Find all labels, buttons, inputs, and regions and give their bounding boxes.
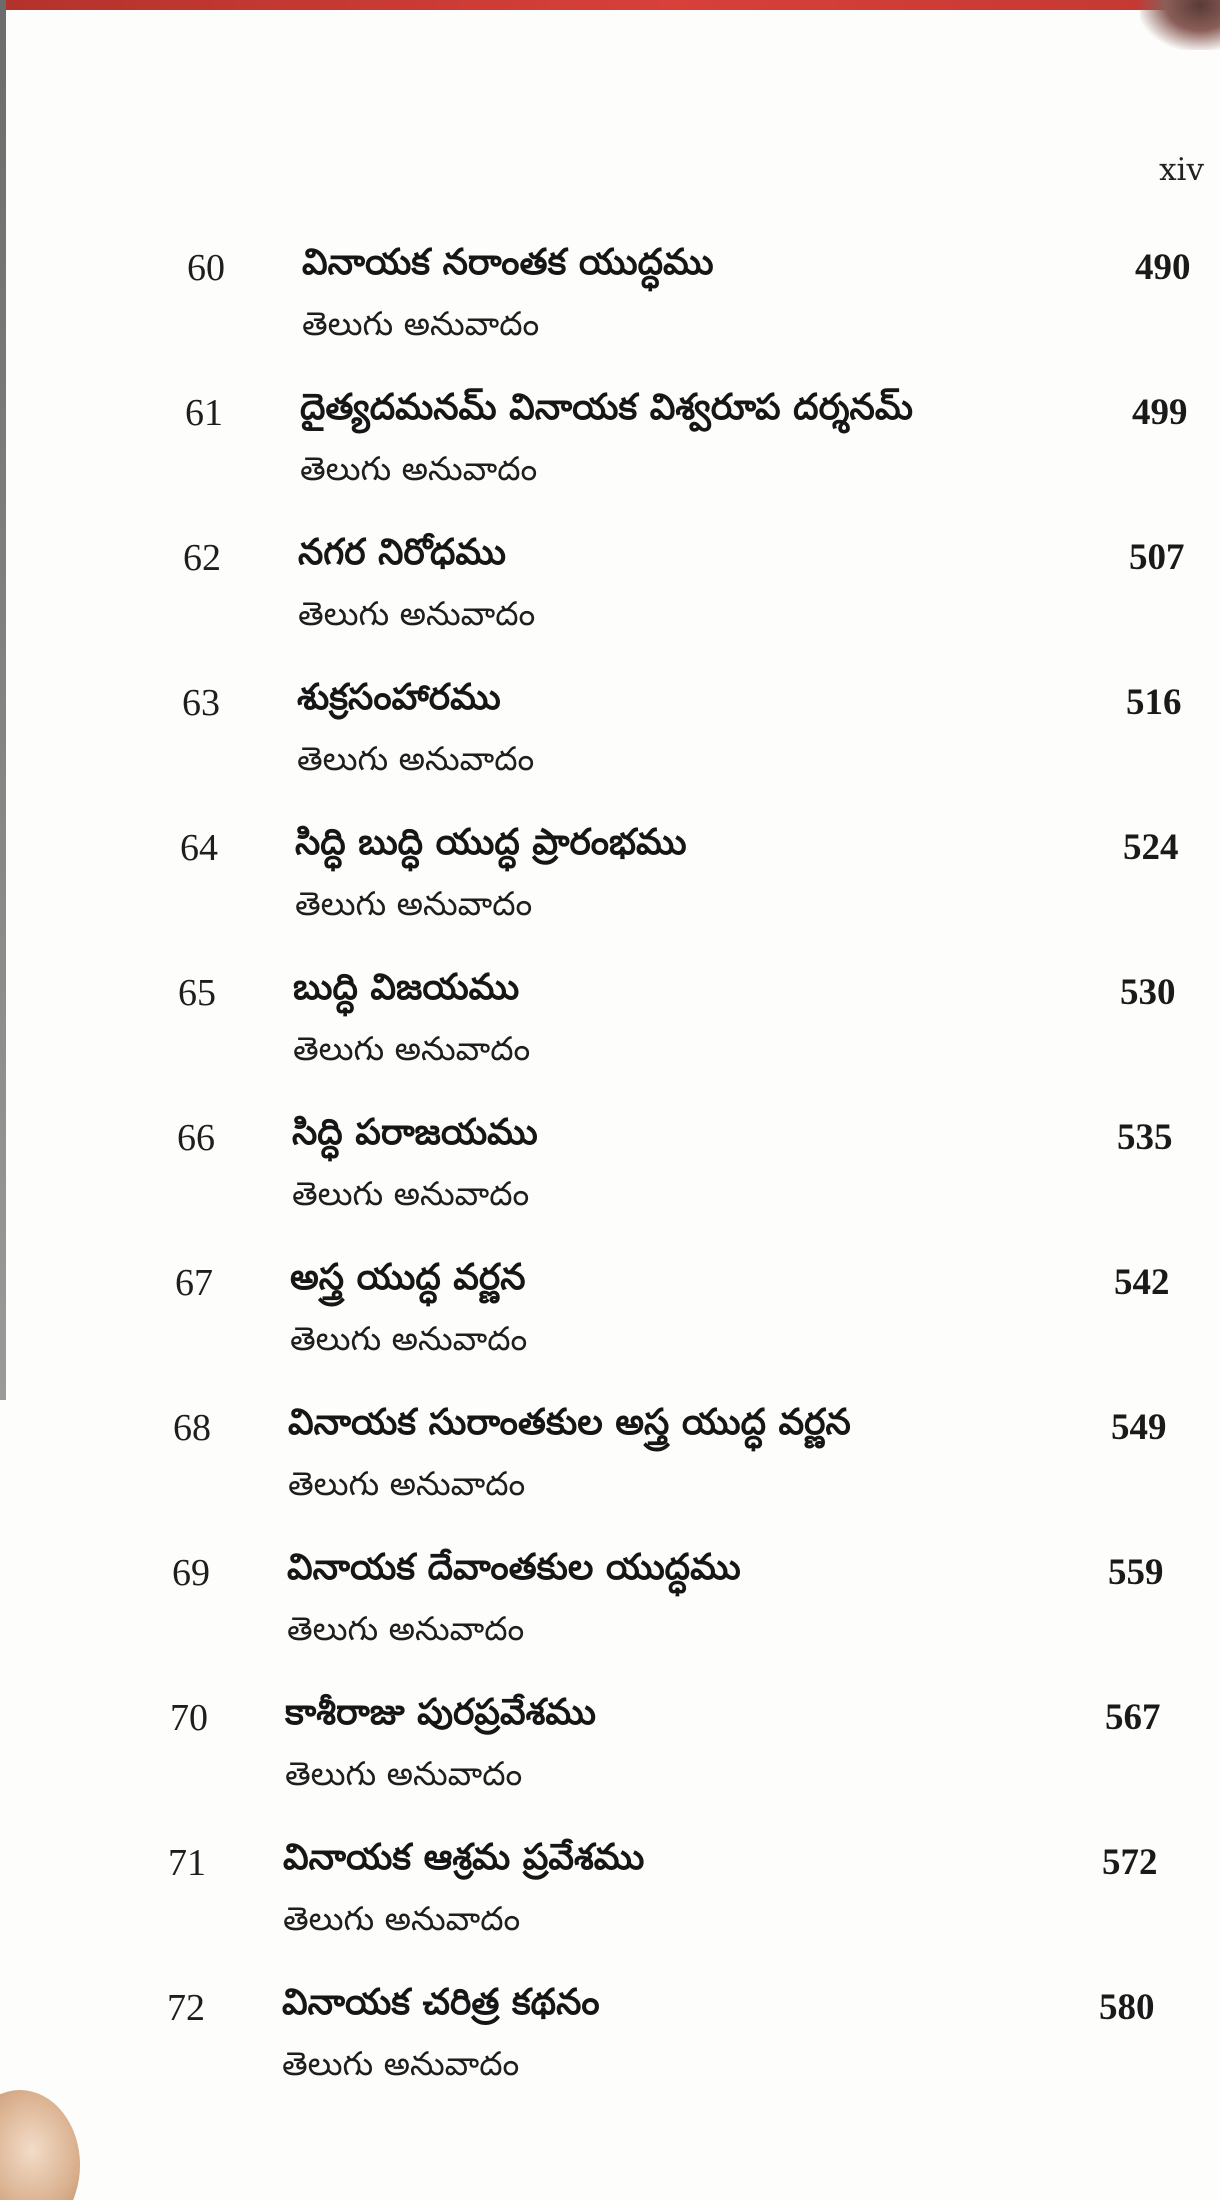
toc-entry: [0, 812, 1220, 957]
entry-page-number: 580: [1099, 1987, 1155, 2028]
entry-number: 63: [182, 682, 220, 724]
entry-title: వినాయక సురాంతకుల అస్త్ర యుద్ధ వర్ణన: [288, 1402, 851, 1443]
toc-entry: [0, 1247, 1220, 1392]
entry-number: 69: [172, 1552, 210, 1594]
entry-subtitle: తెలుగు అనువాదం: [298, 594, 536, 633]
toc-entry: [0, 957, 1220, 1102]
entry-number: 61: [185, 392, 223, 434]
entry-subtitle: తెలుగు అనువాదం: [282, 2044, 520, 2083]
entry-subtitle: తెలుగు అనువాదం: [295, 884, 533, 923]
entry-subtitle: తెలుగు అనువాదం: [287, 1609, 525, 1648]
entry-number: 65: [178, 972, 216, 1014]
toc-entry: [0, 377, 1220, 522]
toc-entry: [0, 522, 1220, 667]
toc-entry: [0, 1827, 1220, 1972]
entry-title: బుద్ధి విజయము: [293, 967, 520, 1008]
entry-number: 62: [183, 537, 221, 579]
entry-title: వినాయక చరిత్ర కథనం: [282, 1982, 600, 2023]
entry-title: దైత్యదమనమ్ వినాయక విశ్వరూప దర్శనమ్: [300, 387, 913, 428]
entry-title: సిద్ధి బుద్ధి యుద్ధ ప్రారంభము: [295, 822, 687, 863]
entry-subtitle: తెలుగు అనువాదం: [292, 1174, 530, 1213]
entry-page-number: 499: [1132, 392, 1188, 433]
toc-entry: [0, 232, 1220, 377]
page-number: xiv: [1159, 152, 1204, 188]
entry-page-number: 535: [1117, 1117, 1173, 1158]
entry-number: 72: [167, 1987, 205, 2029]
toc-entry: [0, 1102, 1220, 1247]
entry-title: వినాయక దేవాంతకుల యుద్ధము: [287, 1547, 741, 1588]
entry-title: నగర నిరోధము: [298, 532, 506, 573]
entry-number: 64: [180, 827, 218, 869]
entry-number: 70: [170, 1697, 208, 1739]
entry-number: 68: [173, 1407, 211, 1449]
entry-title: సిద్ధి పరాజయము: [292, 1112, 538, 1153]
entry-subtitle: తెలుగు అనువాదం: [300, 449, 538, 488]
entry-title: కాశీరాజు పురప్రవేశము: [285, 1692, 596, 1733]
entry-page-number: 490: [1135, 247, 1191, 288]
entry-page-number: 530: [1120, 972, 1176, 1013]
toc-entry: [0, 1972, 1220, 2117]
toc-entry: [0, 1537, 1220, 1682]
entry-title: శుక్రసంహారము: [297, 677, 501, 718]
entry-number: 67: [175, 1262, 213, 1304]
entry-title: వినాయక నరాంతక యుద్ధము: [302, 242, 714, 283]
entry-subtitle: తెలుగు అనువాదం: [293, 1029, 531, 1068]
entry-subtitle: తెలుగు అనువాదం: [290, 1319, 528, 1358]
entry-number: 60: [187, 247, 225, 289]
entry-page-number: 572: [1102, 1842, 1158, 1883]
entry-page-number: 524: [1123, 827, 1179, 868]
entry-number: 71: [168, 1842, 206, 1884]
entry-page-number: 567: [1105, 1697, 1161, 1738]
entry-subtitle: తెలుగు అనువాదం: [283, 1899, 521, 1938]
entry-subtitle: తెలుగు అనువాదం: [302, 304, 540, 343]
entry-subtitle: తెలుగు అనువాదం: [285, 1754, 523, 1793]
entry-subtitle: తెలుగు అనువాదం: [297, 739, 535, 778]
toc-entry: [0, 1682, 1220, 1827]
toc-entry: [0, 1392, 1220, 1537]
entry-page-number: 559: [1108, 1552, 1164, 1593]
entry-subtitle: తెలుగు అనువాదం: [288, 1464, 526, 1503]
entry-number: 66: [177, 1117, 215, 1159]
entry-page-number: 549: [1111, 1407, 1167, 1448]
toc-entry: [0, 667, 1220, 812]
entry-page-number: 542: [1114, 1262, 1170, 1303]
entry-page-number: 516: [1126, 682, 1182, 723]
entry-page-number: 507: [1129, 537, 1185, 578]
entry-title: అస్త్ర యుద్ధ వర్ణన: [290, 1257, 526, 1298]
entry-title: వినాయక ఆశ్రమ ప్రవేశము: [283, 1837, 645, 1878]
